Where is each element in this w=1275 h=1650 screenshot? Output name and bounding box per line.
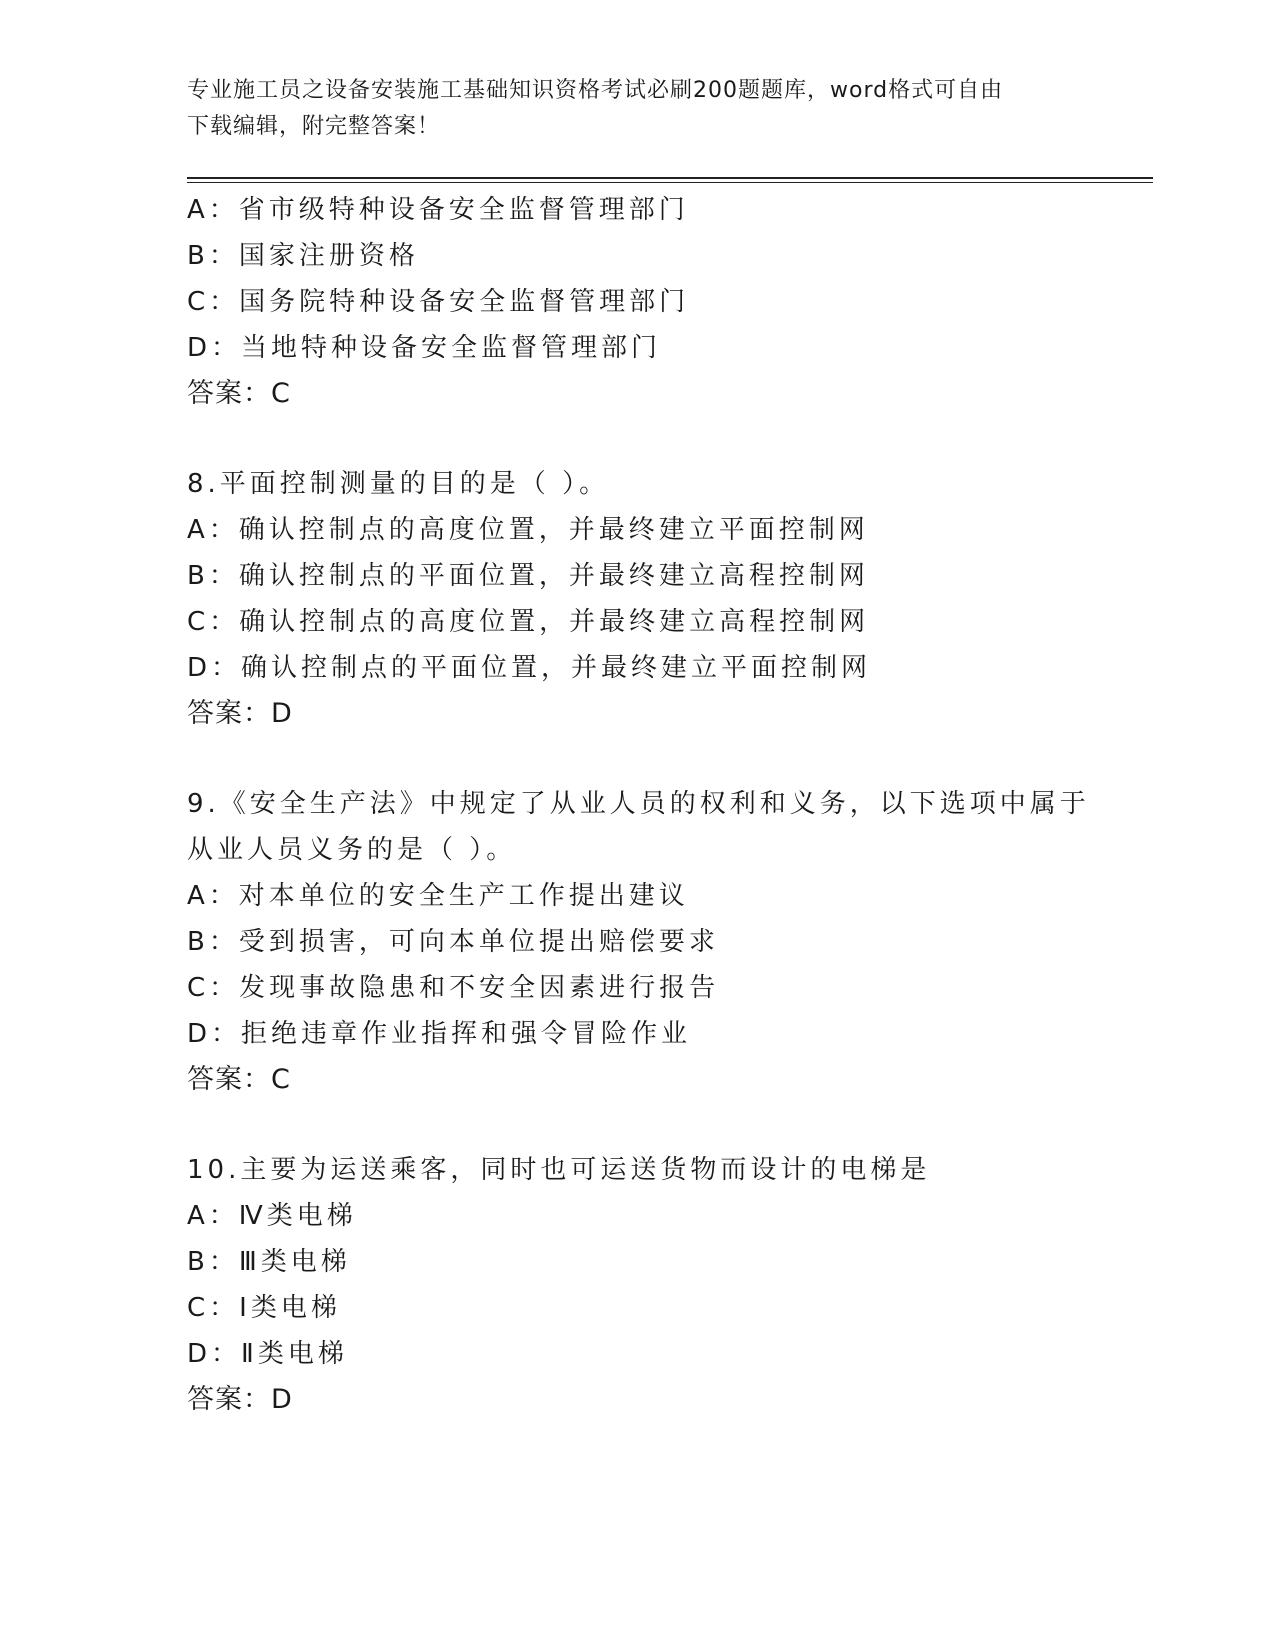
option-a: A：省市级特种设备安全监督管理部门 (187, 195, 689, 225)
document-header (187, 73, 1087, 145)
option-d: D：拒绝违章作业指挥和强令冒险作业 (187, 1019, 692, 1049)
question-8 (187, 461, 1137, 737)
header-rule-thin (187, 182, 1153, 183)
spacer (187, 417, 1137, 461)
question-list (187, 187, 1137, 1423)
question-9 (187, 781, 1137, 1103)
question-stem-line-2: 从业人员义务的是（ ）。 (187, 835, 517, 865)
question-stem: 10.主要为运送乘客，同时也可运送货物而设计的电梯是 (187, 1155, 931, 1185)
option-c: C：Ⅰ类电梯 (187, 1293, 341, 1323)
option-c: C：发现事故隐患和不安全因素进行报告 (187, 973, 720, 1003)
option-c: C：国务院特种设备安全监督管理部门 (187, 287, 690, 317)
question-10 (187, 1147, 1137, 1423)
spacer (187, 1103, 1137, 1147)
option-d: D：确认控制点的平面位置，并最终建立平面控制网 (187, 653, 872, 683)
option-d: D：Ⅱ类电梯 (187, 1339, 348, 1369)
option-b: B：国家注册资格 (187, 241, 419, 271)
spacer (187, 737, 1137, 781)
answer: 答案：C (187, 1064, 291, 1095)
option-a: A：Ⅳ类电梯 (187, 1201, 357, 1231)
option-d: D：当地特种设备安全监督管理部门 (187, 333, 662, 363)
option-b: B：确认控制点的平面位置，并最终建立高程控制网 (187, 561, 869, 591)
option-b: B：受到损害，可向本单位提出赔偿要求 (187, 927, 719, 957)
header-rule-thick (187, 177, 1153, 179)
option-a: A：对本单位的安全生产工作提出建议 (187, 881, 689, 911)
option-c: C：确认控制点的高度位置，并最终建立高程控制网 (187, 607, 870, 637)
answer: 答案：C (187, 378, 291, 409)
question-stem-line-1: 9.《安全生产法》中规定了从业人员的权利和义务，以下选项中属于 (187, 789, 1090, 819)
question-stem: 8.平面控制测量的目的是（ ）。 (187, 469, 610, 499)
option-a: A：确认控制点的高度位置，并最终建立平面控制网 (187, 515, 869, 545)
header-line-1: 专业施工员之设备安装施工基础知识资格考试必刷200题题库，word格式可自由 (187, 78, 1004, 103)
header-line-2: 下载编辑，附完整答案！ (187, 114, 441, 139)
option-b: B：Ⅲ类电梯 (187, 1247, 351, 1277)
answer: 答案：D (187, 698, 293, 729)
question-7 (187, 187, 1137, 417)
answer: 答案：D (187, 1384, 293, 1415)
